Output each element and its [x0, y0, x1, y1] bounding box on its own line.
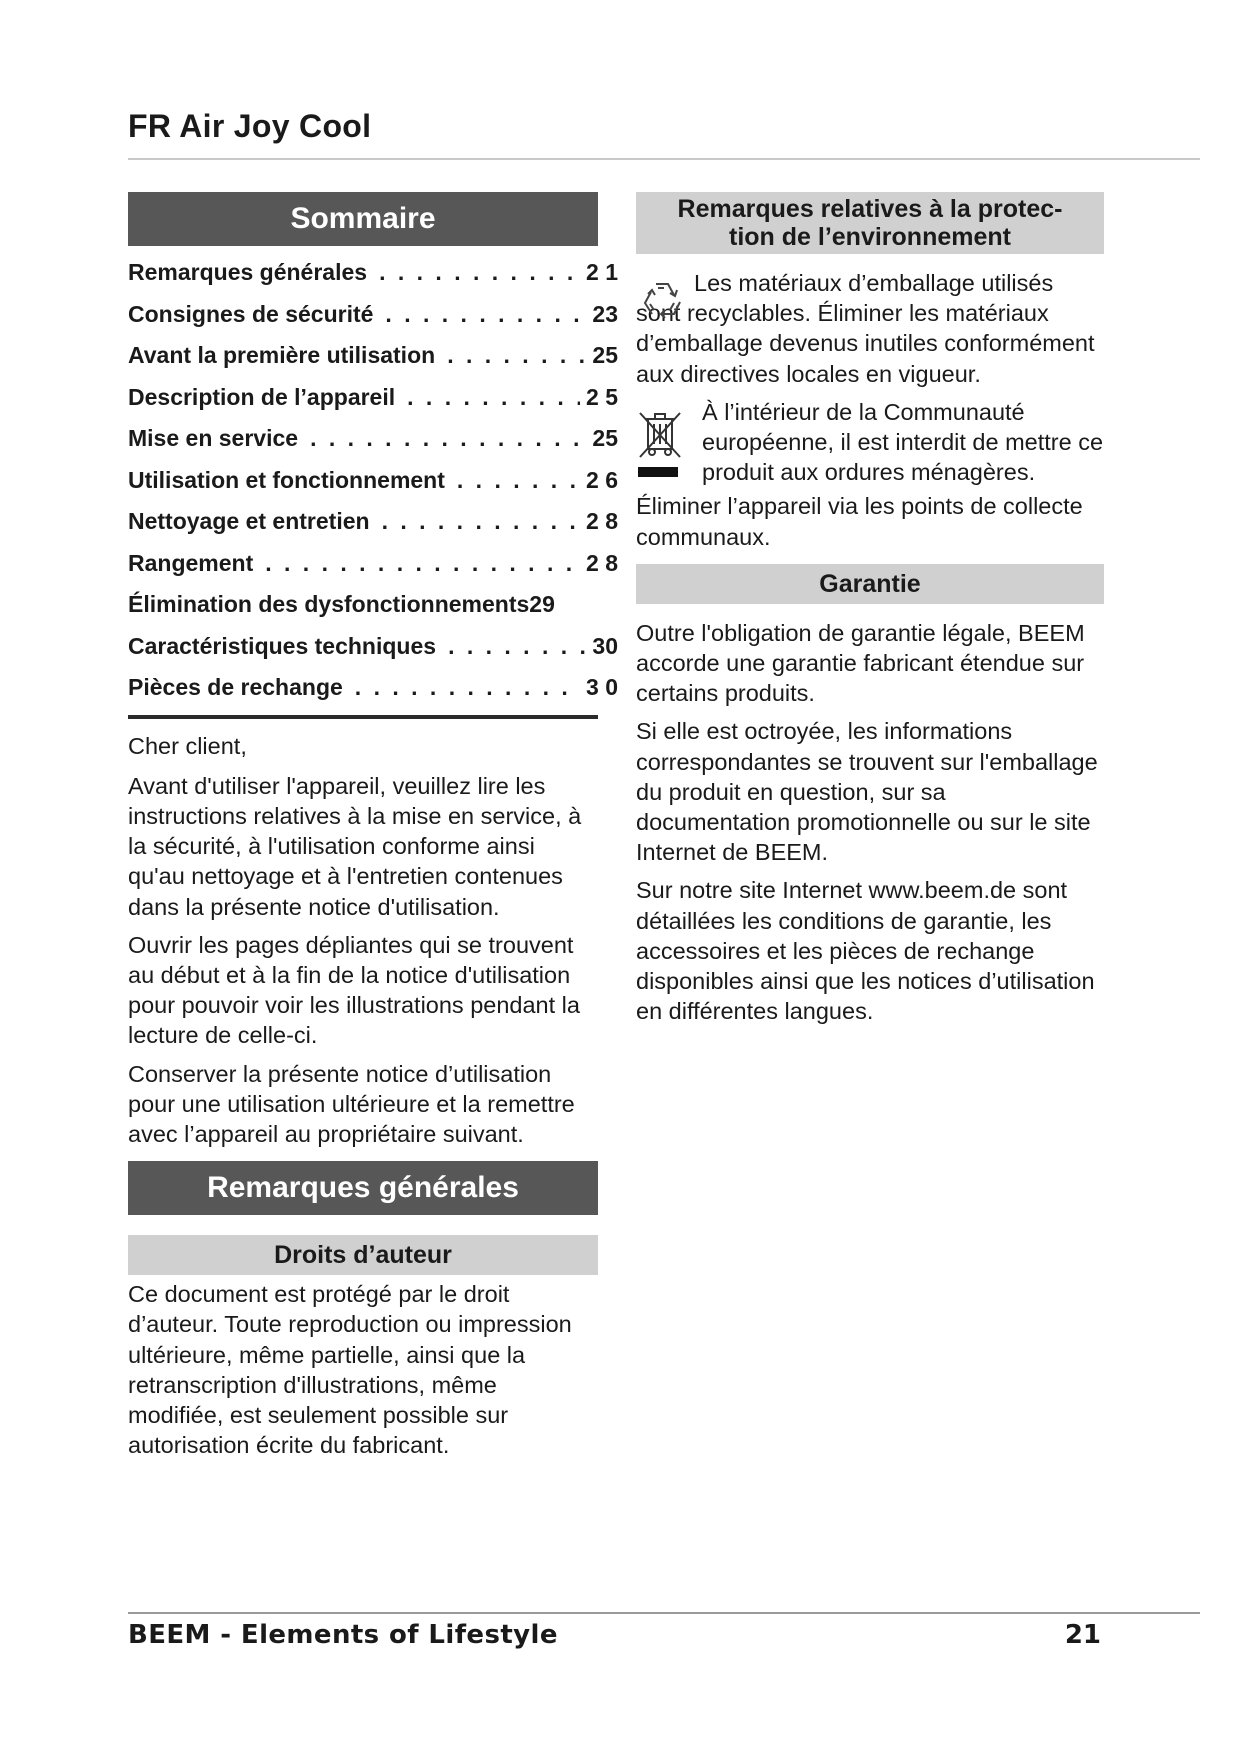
recycle-text: Les matériaux d’emballage utilisés sont recyclables. Éliminer les matériaux d’emballage devenus inutiles conformément aux directives locales en vigueur. [636, 270, 1095, 387]
toc-entry[interactable] [128, 294, 618, 336]
toc-page: 25 [592, 425, 618, 451]
toc-entry[interactable] [128, 626, 618, 668]
droits-heading: Droits d’auteur [128, 1235, 598, 1275]
recycle-icon [636, 276, 688, 328]
toc-label: Avant la première utilisation [128, 342, 436, 368]
toc-divider [128, 715, 598, 719]
toc-leader [310, 418, 586, 460]
toc-page: 30 [592, 632, 618, 659]
footer-divider [128, 1612, 1200, 1614]
weee-text-2: Éliminer l’appareil via les points de collecte communaux. [636, 493, 1083, 550]
toc-page: 2 5 [586, 383, 618, 410]
toc-label: Élimination des dysfonctionnements [128, 591, 530, 617]
toc-page: 29 [529, 591, 555, 617]
weee-note [636, 397, 1104, 552]
garantie-heading: Garantie [636, 564, 1104, 604]
environnement-heading-line1: Remarques relatives à la protec- [677, 195, 1063, 223]
intro-paragraph: Avant d'utiliser l'appareil, veuillez lire les instructions relatives à la mise en service, à la sécurité, à l'utilisation conforme ainsi qu'au nettoyage et à l'entretien contenues dans la présente notice d'utilisation. [128, 772, 582, 920]
toc-label: Nettoyage et entretien [128, 508, 370, 534]
toc-label: Caractéristiques techniques [128, 632, 437, 659]
toc-page: 3 0 [586, 674, 618, 700]
toc-entry[interactable] [128, 418, 618, 460]
footer-brand: BEEM - Elements of Lifestyle [128, 1620, 558, 1650]
toc-page: 2 1 [586, 259, 618, 285]
toc-entry[interactable] [128, 501, 618, 543]
toc-leader [382, 501, 580, 543]
greeting: Cher client, [128, 732, 247, 759]
remarques-heading: Remarques générales [128, 1161, 598, 1215]
toc-label: Mise en service [128, 425, 299, 451]
toc-leader [265, 543, 580, 585]
toc-label: Consignes de sécurité [128, 300, 374, 327]
toc-label: Pièces de rechange [128, 674, 343, 700]
toc-entry[interactable] [128, 252, 618, 294]
toc-page: 2 6 [586, 466, 618, 493]
left-column [128, 192, 618, 1468]
toc-leader [457, 460, 580, 502]
toc-label: Description de l’appareil [128, 383, 396, 410]
toc-leader [379, 252, 580, 294]
droits-text: Ce document est protégé par le droit d’auteur. Toute reproduction ou impression ultérieure, même partielle, ainsi que la retranscription d'illustrations, même modifiée, est seulement possible sur autorisation écrite du fabricant. [128, 1281, 572, 1459]
intro-paragraph: Ouvrir les pages dépliantes qui se trouvent au début et à la fin de la notice d'utilisation pour pouvoir voir les illustrations pendant la lecture de celle-ci. [128, 931, 580, 1049]
toc-page: 23 [592, 300, 618, 327]
toc-page: 2 8 [586, 549, 618, 576]
weee-text: À l’intérieur de la Communauté européenne, il est interdit de mettre ce produit aux ordures ménagères. [702, 398, 1104, 486]
page-title: FR Air Joy Cool [128, 108, 372, 144]
garantie-paragraph: Outre l'obligation de garantie légale, BEEM accorde une garantie fabricant étendue sur certains produits. [636, 619, 1085, 707]
toc-page: 25 [592, 342, 618, 368]
toc-leader [355, 667, 580, 709]
recycle-note [636, 268, 1104, 389]
toc-leader [448, 626, 586, 668]
toc-label: Remarques générales [128, 259, 368, 285]
toc-entry[interactable] [128, 335, 618, 377]
toc-label: Utilisation et fonctionnement [128, 466, 445, 493]
table-of-contents [128, 252, 618, 709]
toc-label: Rangement [128, 549, 254, 576]
toc-leader [447, 335, 586, 377]
garantie-paragraph: Sur notre site Internet www.beem.de sont détaillées les conditions de garantie, les accessoires et les pièces de rechange disponibles ainsi que les notices d’utilisation en différentes langues. [636, 877, 1095, 1025]
toc-entry[interactable] [128, 377, 618, 419]
toc-leader [385, 294, 586, 336]
intro-paragraph: Conserver la présente notice d’utilisation pour une utilisation ultérieure et la remettre avec l’appareil au propriétaire suivant. [128, 1060, 575, 1147]
toc-entry[interactable] [128, 667, 618, 709]
sommaire-heading: Sommaire [128, 192, 598, 246]
toc-entry[interactable] [128, 543, 618, 585]
toc-leader [407, 377, 580, 419]
right-column [636, 192, 1104, 1034]
header-divider [128, 158, 1200, 160]
crossed-bin-icon [636, 407, 684, 483]
environnement-heading-line2: tion de l’environnement [729, 223, 1011, 251]
toc-entry[interactable] [128, 460, 618, 502]
garantie-paragraph: Si elle est octroyée, les informations correspondantes se trouvent sur l'emballage du produit en question, sur sa documentation promotionnelle ou sur le site Internet de BEEM. [636, 718, 1098, 866]
toc-page: 2 8 [586, 508, 618, 534]
environnement-heading [636, 192, 1104, 254]
page-number: 21 [1064, 1620, 1101, 1650]
toc-entry[interactable] [128, 584, 618, 626]
